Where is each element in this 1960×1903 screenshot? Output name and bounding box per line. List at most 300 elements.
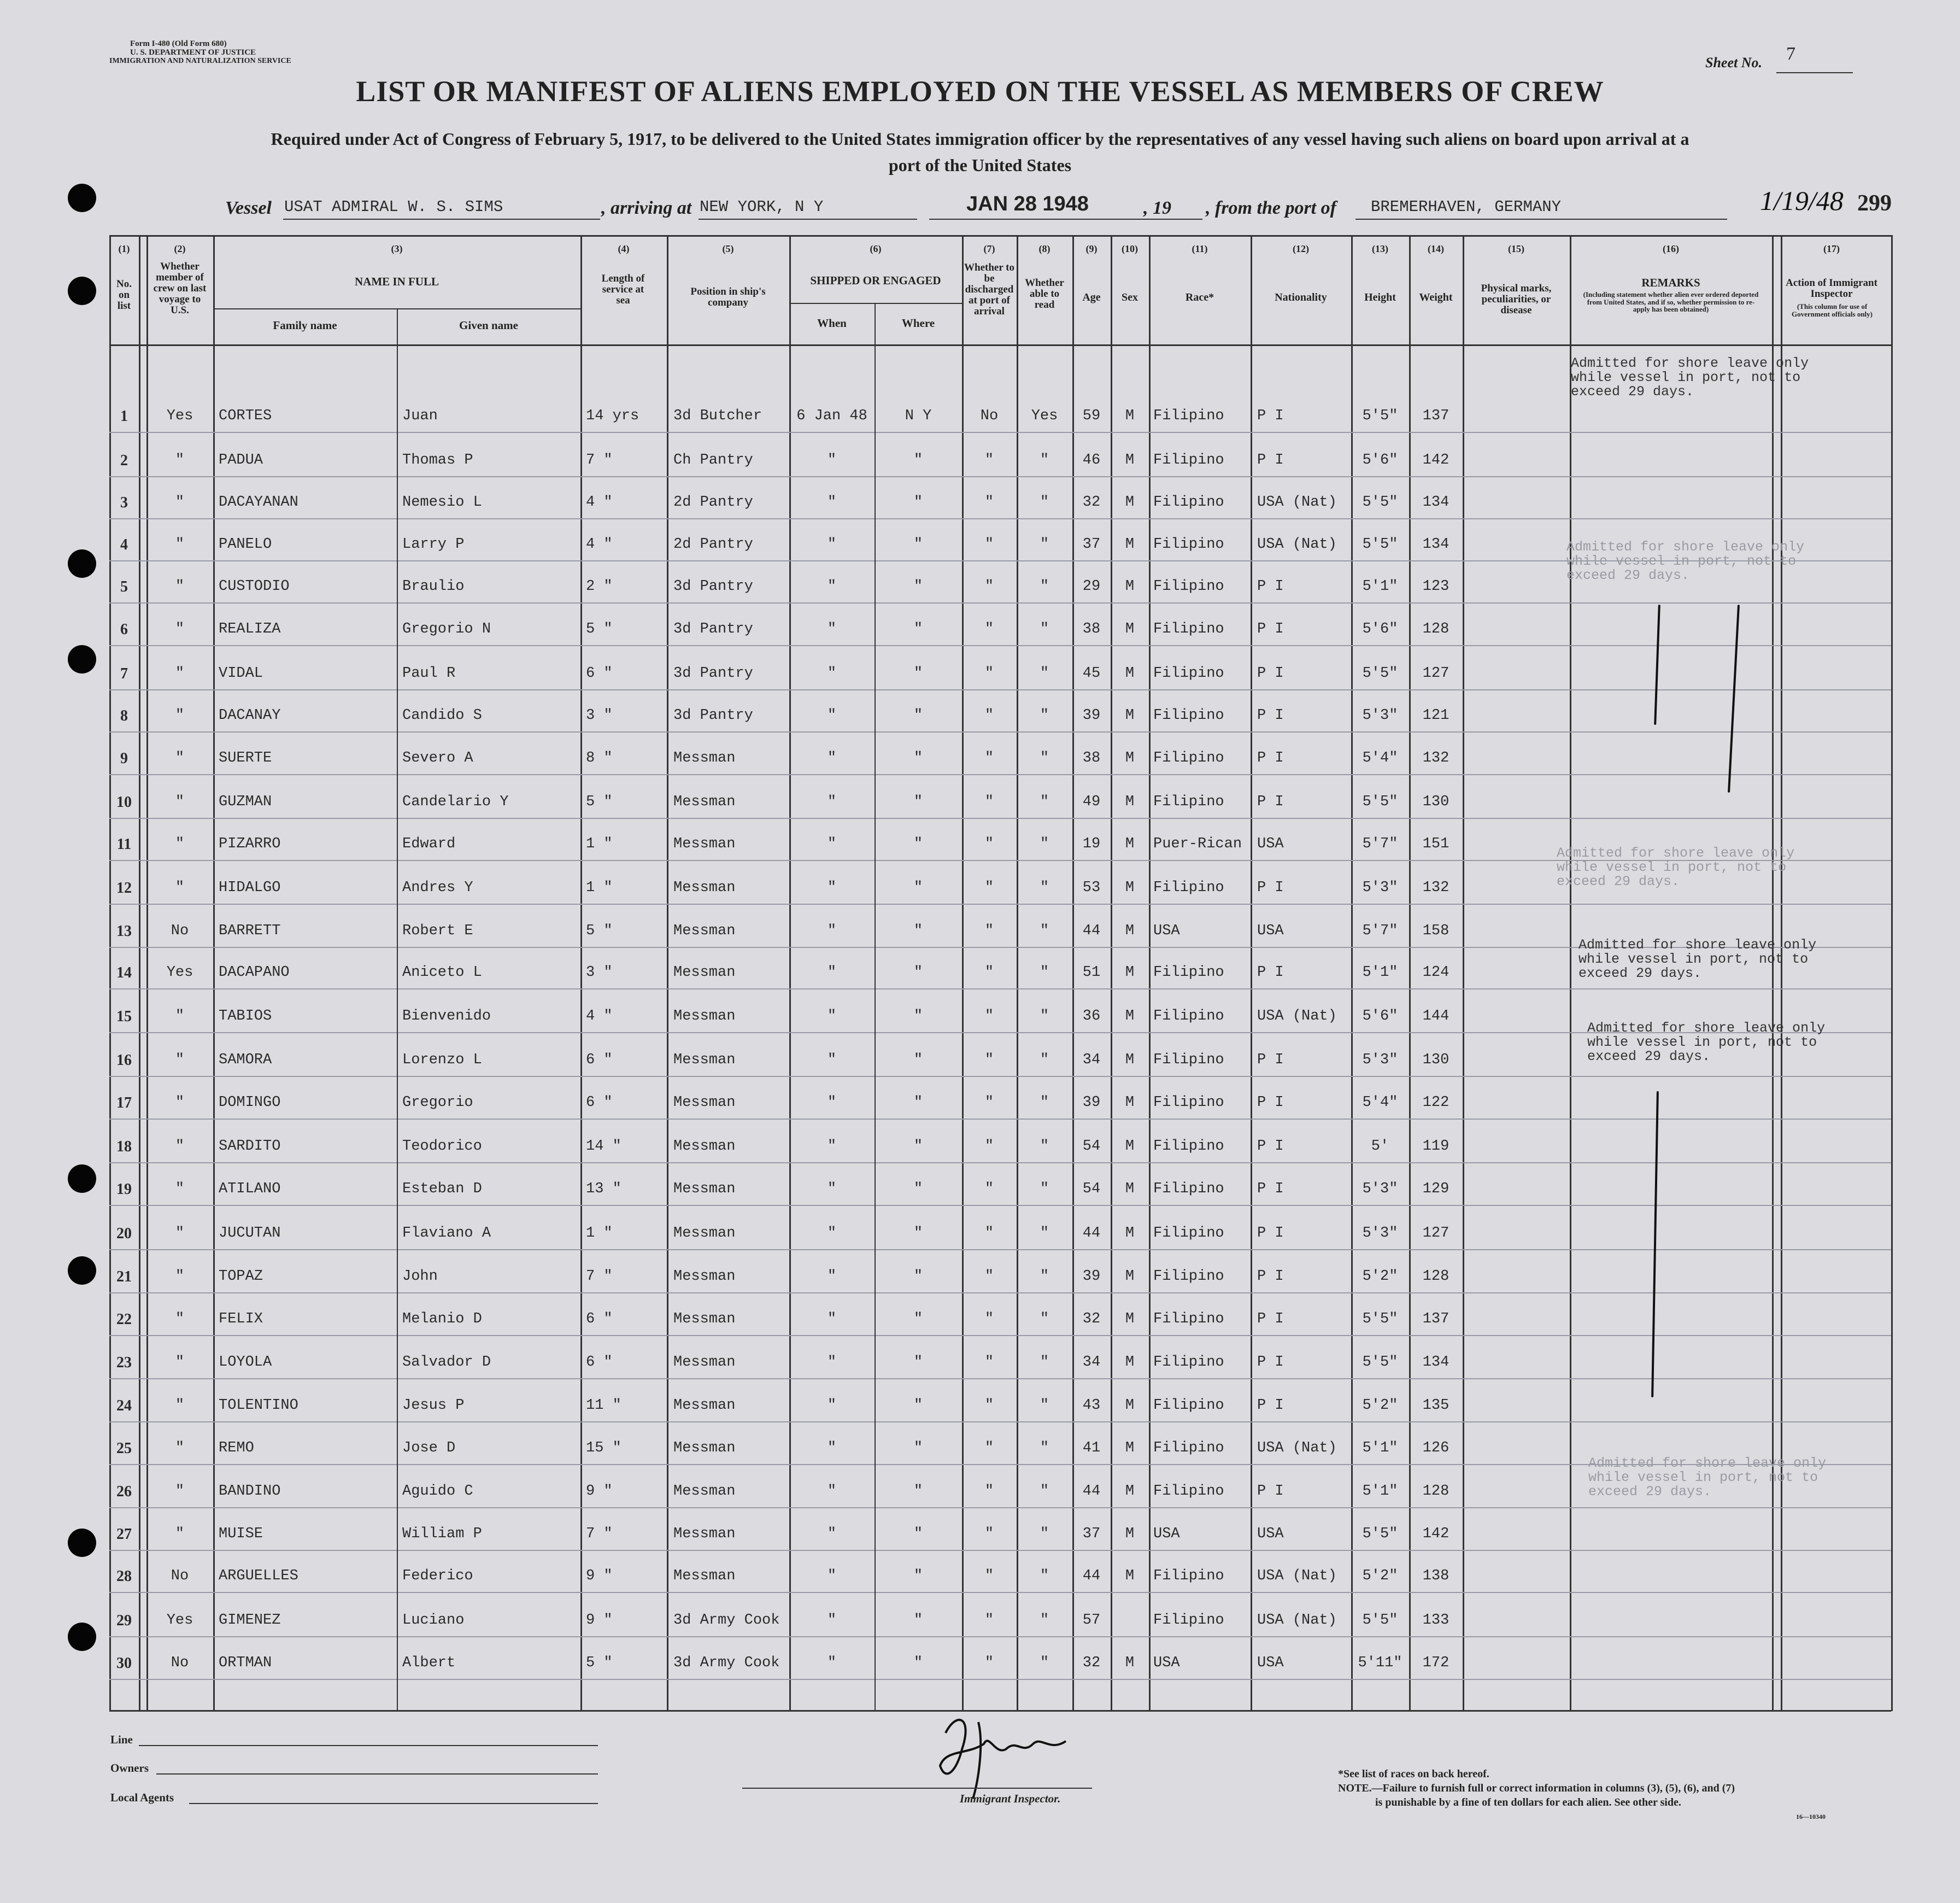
punch-hole	[68, 184, 96, 212]
cell-read: "	[1040, 1483, 1049, 1500]
column-divider	[1570, 235, 1571, 1711]
cell-last: "	[175, 1052, 185, 1068]
cell-race: Filipino	[1153, 1094, 1224, 1111]
row-rule	[109, 731, 1891, 733]
cell-service: 1 "	[586, 1225, 613, 1242]
cell-nat: P I	[1257, 621, 1284, 637]
cell-family: SAMORA	[219, 1052, 272, 1068]
cell-race: Filipino	[1153, 536, 1224, 553]
cell-disch: "	[984, 1526, 994, 1542]
cell-age: 57	[1082, 1612, 1101, 1629]
inspector-signature-line	[742, 1788, 1092, 1789]
cell-height: 5'5"	[1362, 536, 1398, 553]
cell-no: 3	[120, 494, 128, 511]
col-header-age: Age	[1082, 291, 1101, 303]
cell-read: "	[1040, 1354, 1049, 1371]
cell-no: 21	[116, 1268, 132, 1285]
cell-read: "	[1040, 750, 1049, 766]
cell-nat: USA (Nat)	[1257, 536, 1337, 553]
row-rule	[109, 1507, 1891, 1508]
col-header-remarks-note: (Including statement whether alien ever ordered deported from United States, and if so, whether permission to re-apply has been obtained)	[1583, 290, 1759, 314]
cell-service: 8 "	[586, 750, 613, 766]
cell-nat: P I	[1257, 707, 1284, 724]
cell-nat: USA	[1257, 1655, 1284, 1671]
cell-family: VIDAL	[219, 665, 263, 682]
punch-hole	[68, 1529, 96, 1557]
cell-sex: M	[1125, 452, 1135, 469]
cell-when: "	[827, 621, 837, 637]
cell-where: "	[913, 880, 923, 896]
cell-last: "	[175, 1008, 185, 1024]
col-header-name: NAME IN FULL	[354, 275, 439, 288]
column-divider	[1251, 235, 1252, 1711]
cell-disch: "	[984, 1052, 994, 1068]
cell-no: 17	[116, 1094, 132, 1111]
cell-weight: 129	[1422, 1181, 1450, 1197]
cell-where: "	[913, 1526, 923, 1542]
cell-read: "	[1040, 494, 1049, 511]
cell-weight: 137	[1422, 408, 1450, 424]
cell-height: 5'2"	[1362, 1568, 1398, 1584]
cell-last: "	[175, 578, 185, 595]
cell-last: "	[175, 750, 185, 766]
cell-nat: P I	[1257, 750, 1284, 766]
cell-weight: 142	[1422, 1526, 1450, 1542]
cell-disch: "	[984, 923, 994, 939]
cell-position: Messman	[673, 1008, 736, 1024]
cell-weight: 135	[1422, 1397, 1450, 1414]
cell-no: 23	[116, 1354, 132, 1371]
ditto-stroke	[1651, 1091, 1659, 1397]
cell-disch: "	[984, 1440, 994, 1456]
cell-race: Filipino	[1153, 1397, 1224, 1414]
cell-weight: 142	[1422, 452, 1450, 469]
cell-when: "	[827, 536, 837, 553]
cell-family: LOYOLA	[219, 1354, 272, 1371]
row-rule	[109, 432, 1891, 433]
cell-family: REMO	[219, 1440, 254, 1456]
form-service: IMMIGRATION AND NATURALIZATION SERVICE	[109, 57, 291, 65]
cell-service: 6 "	[586, 1052, 613, 1068]
cell-age: 44	[1082, 1568, 1101, 1584]
cell-where: "	[913, 452, 923, 469]
cell-sex: M	[1125, 1568, 1135, 1584]
cell-height: 5'5"	[1362, 1354, 1398, 1371]
cell-age: 53	[1082, 880, 1101, 896]
cell-disch: "	[984, 1612, 994, 1629]
cell-last: "	[175, 1397, 185, 1414]
cell-race: Filipino	[1153, 1268, 1224, 1285]
cell-position: Messman	[673, 1311, 736, 1327]
cell-race: Puer-Rican	[1153, 836, 1242, 852]
cell-age: 54	[1082, 1181, 1101, 1197]
row-rule	[109, 1076, 1891, 1077]
cell-height: 5'6"	[1362, 621, 1398, 637]
cell-height: 5'3"	[1362, 1225, 1398, 1242]
cell-when: "	[827, 1052, 837, 1068]
cell-age: 44	[1082, 1483, 1101, 1500]
cell-race: Filipino	[1153, 1181, 1224, 1197]
cell-last: "	[175, 1440, 185, 1456]
punch-hole	[68, 1256, 96, 1285]
cell-race: Filipino	[1153, 452, 1224, 469]
cell-given: Severo A	[402, 750, 473, 766]
cell-given: Andres Y	[402, 880, 473, 896]
cell-height: 5'6"	[1362, 1008, 1398, 1024]
cell-where: "	[913, 536, 923, 553]
cell-height: 5'1"	[1362, 578, 1398, 595]
cell-height: 5'	[1371, 1138, 1389, 1155]
cell-no: 11	[116, 836, 132, 853]
cell-where: "	[913, 794, 923, 810]
cell-where: "	[913, 1397, 923, 1414]
cell-where: "	[913, 750, 923, 766]
cell-age: 41	[1082, 1440, 1101, 1456]
cell-last: "	[175, 1225, 185, 1242]
cell-where: "	[913, 1483, 923, 1500]
cell-read: "	[1040, 1311, 1049, 1327]
cell-where: "	[913, 1354, 923, 1371]
footer-note-races: *See list of races on back hereof.	[1338, 1768, 1489, 1780]
cell-when: "	[827, 1094, 837, 1111]
cell-race: Filipino	[1153, 1311, 1224, 1327]
col-num-10: (10)	[1122, 243, 1138, 254]
row-rule	[109, 1550, 1891, 1551]
cell-no: 9	[120, 750, 128, 767]
cell-when: "	[827, 494, 837, 511]
cell-weight: 134	[1422, 494, 1450, 511]
row-rule	[109, 1205, 1891, 1206]
cell-given: Aguido C	[402, 1483, 473, 1500]
row-rule	[109, 1636, 1891, 1637]
cell-read: "	[1040, 1526, 1049, 1542]
col-header-remarks: REMARKS	[1641, 276, 1700, 289]
cell-height: 5'3"	[1362, 880, 1398, 896]
row-rule	[109, 518, 1891, 519]
cell-service: 3 "	[586, 707, 613, 724]
cell-disch: No	[980, 408, 999, 424]
cell-read: "	[1040, 1612, 1049, 1629]
cell-last: "	[175, 536, 185, 553]
cell-where: "	[913, 1052, 923, 1068]
cell-when: "	[827, 1526, 837, 1542]
cell-read: "	[1040, 1138, 1049, 1155]
cell-nat: P I	[1257, 880, 1284, 896]
cell-height: 5'5"	[1362, 1612, 1398, 1629]
col-num-14: (14)	[1428, 243, 1444, 254]
cell-given: Salvador D	[402, 1354, 491, 1371]
cell-where: N Y	[905, 408, 932, 424]
row-rule	[109, 689, 1891, 690]
cell-family: HIDALGO	[219, 880, 281, 896]
col-num-4: (4)	[618, 243, 630, 254]
cell-position: 2d Pantry	[673, 494, 753, 511]
cell-service: 4 "	[586, 536, 613, 553]
form-dept: U. S. DEPARTMENT OF JUSTICE	[130, 48, 256, 57]
cell-sex: M	[1125, 665, 1135, 682]
footer-line-underline	[139, 1745, 598, 1746]
cell-weight: 127	[1422, 665, 1450, 682]
col-header-where: Where	[901, 317, 935, 330]
col-header-family-name: Family name	[273, 319, 337, 332]
cell-position: 3d Army Cook	[673, 1655, 780, 1671]
cell-no: 30	[116, 1655, 132, 1672]
footer-note-fine: NOTE.—Failure to furnish full or correct information in columns (3), (5), (6), and (7)	[1338, 1782, 1735, 1794]
cell-nat: USA (Nat)	[1257, 1568, 1337, 1584]
col-header-when: When	[817, 317, 847, 330]
cell-service: 5 "	[586, 923, 613, 939]
cell-race: Filipino	[1153, 1440, 1224, 1456]
cell-age: 39	[1082, 1268, 1101, 1285]
cell-last: Yes	[166, 408, 193, 424]
cell-family: DACAPANO	[219, 964, 290, 981]
cell-when: "	[827, 1225, 837, 1242]
cell-position: 3d Army Cook	[673, 1612, 780, 1629]
table-top-border	[109, 235, 1891, 237]
cell-weight: 128	[1422, 621, 1450, 637]
cell-race: USA	[1153, 1655, 1180, 1671]
cell-disch: "	[984, 1181, 994, 1197]
cell-sex: M	[1125, 1268, 1135, 1285]
cell-position: 3d Butcher	[673, 408, 762, 424]
cell-sex: M	[1125, 536, 1135, 553]
cell-last: "	[175, 880, 185, 896]
col-header-length: Length of service at sea	[601, 273, 645, 306]
cell-when: "	[827, 1483, 837, 1500]
cell-family: SUERTE	[219, 750, 272, 766]
cell-read: "	[1040, 1568, 1049, 1584]
cell-height: 5'6"	[1362, 452, 1398, 469]
cell-nat: P I	[1257, 1354, 1284, 1371]
cell-when: "	[827, 1655, 837, 1671]
cell-position: 2d Pantry	[673, 536, 753, 553]
cell-weight: 130	[1422, 794, 1450, 810]
cell-family: DACANAY	[219, 707, 281, 724]
cell-age: 34	[1082, 1354, 1101, 1371]
cell-family: JUCUTAN	[219, 1225, 281, 1242]
cell-sex: M	[1125, 1354, 1135, 1371]
cell-read: "	[1040, 621, 1049, 637]
cell-sex: M	[1125, 836, 1135, 852]
cell-given: Nemesio L	[402, 494, 482, 511]
cell-race: Filipino	[1153, 964, 1224, 981]
cell-service: 1 "	[586, 836, 613, 852]
cell-family: PANELO	[219, 536, 272, 553]
cell-race: USA	[1153, 1526, 1180, 1542]
cell-given: Esteban D	[402, 1181, 482, 1197]
cell-sex: M	[1125, 707, 1135, 724]
cell-when: "	[827, 836, 837, 852]
cell-height: 5'4"	[1362, 750, 1398, 766]
cell-last: No	[171, 923, 189, 939]
cell-nat: P I	[1257, 452, 1284, 469]
col-num-17: (17)	[1823, 243, 1840, 254]
cell-when: "	[827, 1440, 837, 1456]
manifest-number: 299	[1857, 191, 1892, 216]
cell-height: 5'5"	[1362, 1311, 1398, 1327]
cell-age: 29	[1082, 578, 1101, 595]
col-header-position: Position in ship's company	[690, 286, 766, 308]
cell-position: Ch Pantry	[673, 452, 753, 469]
cell-family: TOPAZ	[219, 1268, 263, 1285]
cell-no: 6	[120, 621, 128, 638]
cell-last: "	[175, 1268, 185, 1285]
col-num-15: (15)	[1508, 243, 1524, 254]
page-subtitle-2: port of the United States	[888, 155, 1072, 175]
cell-last: No	[171, 1655, 189, 1671]
cell-read: "	[1040, 1268, 1049, 1285]
cell-last: "	[175, 1094, 185, 1111]
cell-no: 14	[116, 964, 132, 981]
cell-service: 1 "	[586, 880, 613, 896]
cell-age: 43	[1082, 1397, 1101, 1414]
cell-family: BARRETT	[219, 923, 281, 939]
cell-no: 27	[116, 1526, 132, 1543]
cell-given: William P	[402, 1526, 482, 1542]
cell-disch: "	[984, 794, 994, 810]
cell-service: 6 "	[586, 665, 613, 682]
cell-read: "	[1040, 1008, 1049, 1024]
cell-disch: "	[984, 578, 994, 595]
cell-when: "	[827, 964, 837, 981]
cell-sex: M	[1125, 621, 1135, 637]
cell-height: 5'5"	[1362, 665, 1398, 682]
cell-race: Filipino	[1153, 1138, 1224, 1155]
cell-position: Messman	[673, 1181, 736, 1197]
column-divider	[1463, 235, 1464, 1711]
cell-age: 45	[1082, 665, 1101, 682]
cell-where: "	[913, 1268, 923, 1285]
cell-no: 12	[116, 880, 132, 897]
cell-when: "	[827, 1354, 837, 1371]
cell-weight: 132	[1422, 880, 1450, 896]
col-header-discharged: Whether to be discharged at port of arrival	[964, 262, 1014, 317]
cell-given: Federico	[402, 1568, 473, 1584]
cell-position: Messman	[673, 1138, 736, 1155]
ditto-stroke	[1728, 605, 1740, 793]
cell-disch: "	[984, 1138, 994, 1155]
cell-family: SARDITO	[219, 1138, 281, 1155]
cell-nat: P I	[1257, 1052, 1284, 1068]
cell-given: Gregorio N	[402, 621, 491, 637]
cell-family: GIMENEZ	[219, 1612, 281, 1629]
cell-weight: 144	[1422, 1008, 1450, 1024]
footer-agents-underline	[189, 1803, 598, 1804]
cell-disch: "	[984, 1225, 994, 1242]
cell-no: 19	[116, 1181, 132, 1198]
cell-service: 9 "	[586, 1483, 613, 1500]
cell-race: Filipino	[1153, 578, 1224, 595]
cell-where: "	[913, 1225, 923, 1242]
header-bottom-border	[109, 344, 1891, 346]
cell-when: "	[827, 1181, 837, 1197]
col-num-6: (6)	[870, 243, 882, 254]
cell-sex: M	[1125, 1052, 1135, 1068]
page-title: LIST OR MANIFEST OF ALIENS EMPLOYED ON THE VESSEL AS MEMBERS OF CREW	[356, 75, 1604, 108]
col-header-given-name: Given name	[459, 319, 518, 332]
cell-read: "	[1040, 964, 1049, 981]
cell-family: FELIX	[219, 1311, 263, 1327]
cell-read: "	[1040, 1655, 1049, 1671]
cell-weight: 122	[1422, 1094, 1450, 1111]
cell-race: Filipino	[1153, 1354, 1224, 1371]
cell-sex: M	[1125, 494, 1135, 511]
cell-weight: 124	[1422, 964, 1450, 981]
cell-age: 32	[1082, 1311, 1101, 1327]
cell-where: "	[913, 1568, 923, 1584]
col-header-action-note: (This column for use of Government officials only)	[1791, 302, 1873, 318]
col-header-last-voyage: Whether member of crew on last voyage to U.S.	[153, 261, 207, 316]
cell-sex: M	[1125, 1094, 1135, 1111]
cell-disch: "	[984, 964, 994, 981]
cell-where: "	[913, 1612, 923, 1629]
cell-when: "	[827, 1311, 837, 1327]
row-rule	[109, 988, 1891, 989]
cell-weight: 119	[1422, 1138, 1450, 1155]
cell-position: Messman	[673, 964, 736, 981]
row-rule	[109, 1292, 1891, 1293]
cell-no: 4	[120, 536, 128, 553]
row-rule	[109, 1378, 1891, 1379]
cell-position: Messman	[673, 750, 736, 766]
cell-where: "	[913, 836, 923, 852]
row-rule	[109, 645, 1891, 646]
cell-where: "	[913, 494, 923, 511]
row-rule	[109, 1335, 1891, 1336]
cell-last: "	[175, 1138, 185, 1155]
vessel-label: Vessel	[225, 198, 272, 218]
cell-age: 37	[1082, 536, 1101, 553]
cell-given: John	[402, 1268, 438, 1285]
cell-nat: P I	[1257, 665, 1284, 682]
cell-where: "	[913, 578, 923, 595]
cell-last: "	[175, 836, 185, 852]
cell-weight: 134	[1422, 1354, 1450, 1371]
cell-family: CUSTODIO	[219, 578, 290, 595]
cell-where: "	[913, 1008, 923, 1024]
cell-read: "	[1040, 578, 1049, 595]
cell-given: Teodorico	[402, 1138, 482, 1155]
cell-where: "	[913, 964, 923, 981]
cell-disch: "	[984, 1311, 994, 1327]
cell-no: 7	[120, 665, 128, 682]
cell-last: "	[175, 665, 185, 682]
cell-service: 7 "	[586, 1526, 613, 1542]
cell-no: 16	[116, 1052, 132, 1069]
cell-family: DOMINGO	[219, 1094, 281, 1111]
cell-where: "	[913, 665, 923, 682]
handwritten-date: 1/19/48	[1760, 185, 1844, 216]
cell-family: ARGUELLES	[219, 1568, 298, 1584]
cell-nat: P I	[1257, 1483, 1284, 1500]
cell-disch: "	[984, 1268, 994, 1285]
cell-position: Messman	[673, 1052, 736, 1068]
cell-no: 25	[116, 1440, 132, 1457]
date-stamp: JAN 28 1948	[966, 192, 1089, 215]
cell-service: 5 "	[586, 794, 613, 810]
cell-service: 4 "	[586, 494, 613, 511]
cell-service: 5 "	[586, 621, 613, 637]
subheader-line-shipped	[789, 303, 962, 304]
cell-given: Aniceto L	[402, 964, 482, 981]
footer-agents-label: Local Agents	[110, 1791, 174, 1804]
cell-when: "	[827, 880, 837, 896]
cell-sex: M	[1125, 1138, 1135, 1155]
cell-height: 5'7"	[1362, 836, 1398, 852]
remark-stamp: Admitted for shore leave only while vessel in port, not to exceed 29 days.	[1571, 355, 1809, 400]
column-divider	[667, 235, 668, 1711]
cell-position: Messman	[673, 1397, 736, 1414]
